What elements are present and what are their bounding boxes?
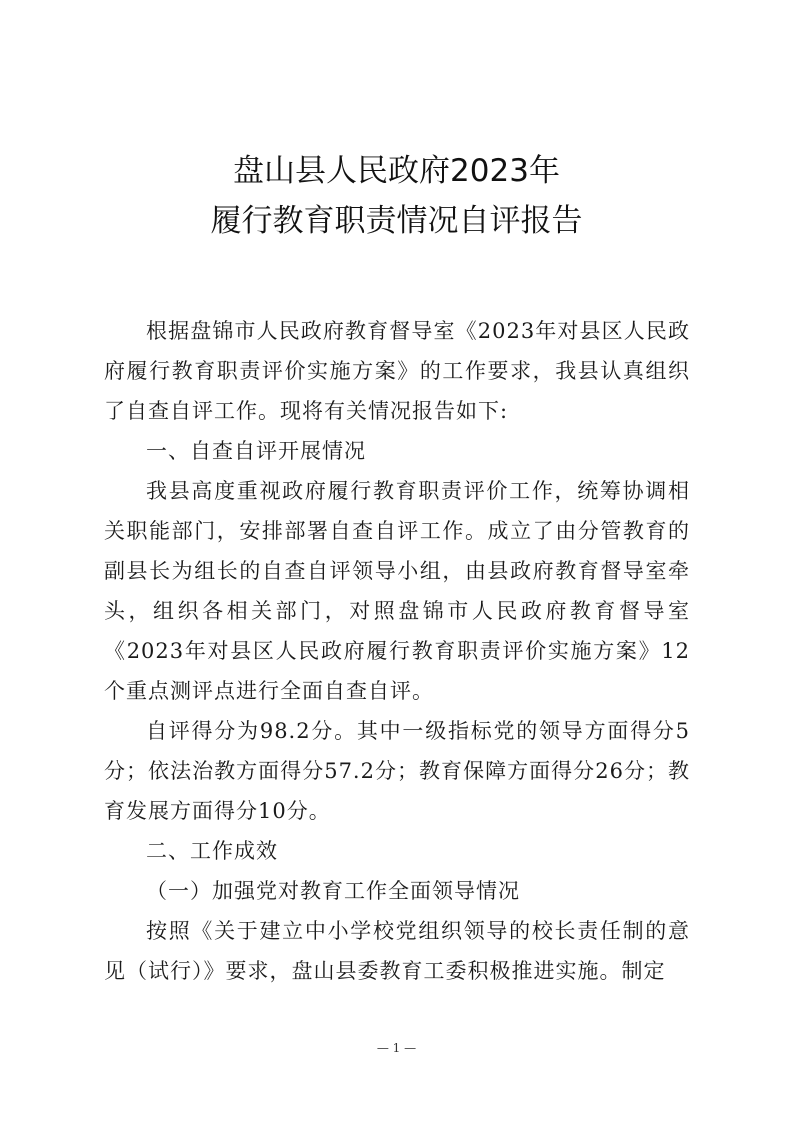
body-paragraph-3: 按照《关于建立中小学校党组织领导的校长责任制的意见（试行）》要求，盘山县委教育工委积极推进实施。制定	[104, 919, 690, 983]
page-number: — 1 —	[376, 1041, 417, 1055]
body-paragraph-2: 自评得分为98.2分。其中一级指标党的领导方面得分5分；依法治教方面得分57.2分；教育保障方面得分26分；教育发展方面得分10分。	[104, 719, 690, 823]
section-heading-2: 二、工作成效	[146, 839, 278, 863]
document-body	[104, 311, 690, 991]
document-title-line-1: 盘山县人民政府2023年	[233, 153, 560, 189]
body-paragraph-1: 我县高度重视政府履行教育职责评价工作，统筹协调相关职能部门，安排部署自查自评工作。成立了由分管教育的副县长为组长的自查自评领导小组，由县政府教育督导室牵头，组织各相关部门，对照盘锦市人民政府教育督导室《2023年对县区人民政府履行教育职责评价实施方案》12个重点测评点进行全面自查自评。	[104, 479, 690, 703]
subsection-heading-1: （一）加强党对教育工作全面领导情况	[146, 879, 520, 903]
document-title-line-2: 履行教育职责情况自评报告	[210, 203, 583, 239]
intro-paragraph: 根据盘锦市人民政府教育督导室《2023年对县区人民政府履行教育职责评价实施方案》的工作要求，我县认真组织了自查自评工作。现将有关情况报告如下:	[104, 319, 690, 423]
section-heading-1: 一、自查自评开展情况	[146, 439, 366, 463]
